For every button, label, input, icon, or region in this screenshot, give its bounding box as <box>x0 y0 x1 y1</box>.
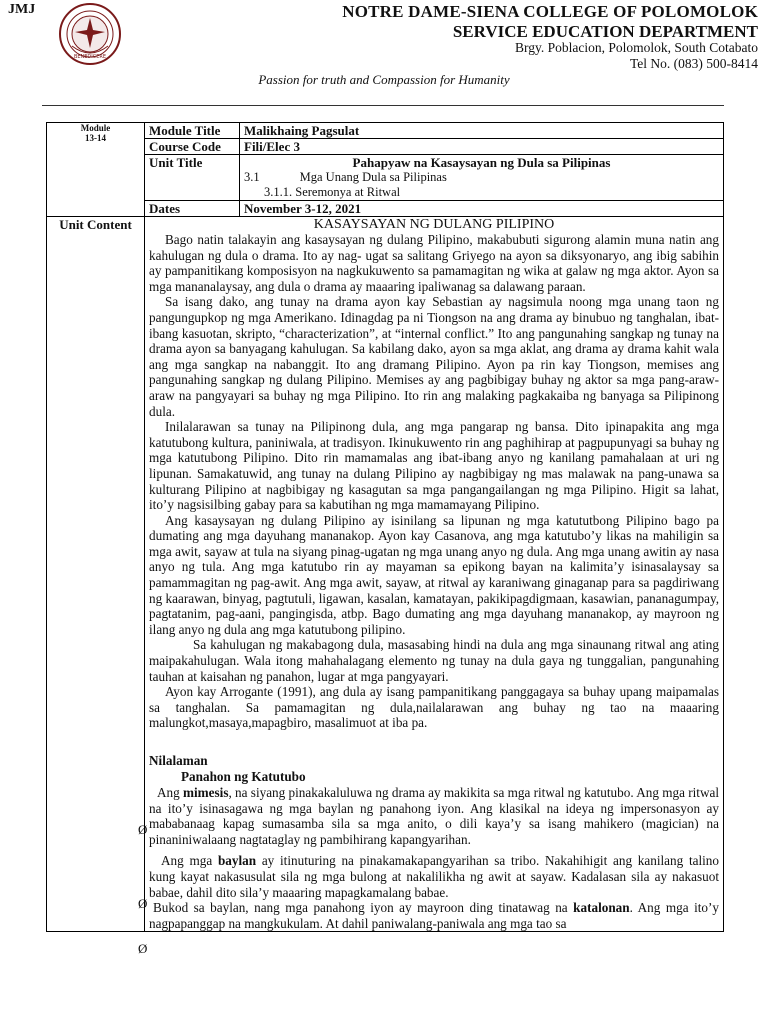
module-table <box>46 122 724 932</box>
dates-label: Dates <box>145 201 240 217</box>
course-code-row <box>47 139 724 155</box>
content-paragraph: Ang kasaysayan ng dulang Pilipino ay isinilang sa lipunan ng mga katututbong Pilipino bago pa dumating ang mga dayuhang mananakop. Ayon kay Casanova, ang mga katutubo’y likas na mahiligin sa mga awit, sayaw at tula na siyang pinag-ugatan ng mga unang anyo ng dula. Ang mga unang awitin ay nasa anyo ng tula. Ang mga katutubo rin ay mayaman sa epikong bayan na kalimita’y isinasalaysay sa pamammagitan ng pag-awit. Ang mga awit, sayaw, at ritwal ay karaniwang ginaganap para sa pagdiriwang ng kaarawan, binyag, pagtutuli, ligawan, kasalan, kamatayan, pakikipagdigmaan, kasawian, pananagumpay, pagtatanim, pag-aani, pangingisda, atbp. Bago dumating ang mga dayuhang mananakop, ay mayroon ng ilang anyo ng dula ang mga katutubong pilipino. <box>149 512 719 637</box>
unit-subtopic-1 <box>244 170 719 185</box>
course-code-label: Course Code <box>145 139 240 155</box>
unit-title-label: Unit Title <box>145 155 240 201</box>
course-code-value: Fili/Elec 3 <box>240 139 724 155</box>
unit-subtopic-2: 3.1.1. Seremonya at Ritwal <box>264 185 401 199</box>
content-paragraph: Sa kahulugan ng makabagong dula, masasabing hindi na dula ang mga sinaunang ritwal ang ating maipakahulugan. Wala itong mahahalagang elemento ng tunay na dula gaya ng tunggalian, pangunahing tauhan at kaisahan ng panahon, lugar at mga pangyayari. <box>149 637 719 684</box>
unit-subtopic-1-number: 3.1 <box>244 170 260 184</box>
bullet-keyword: katalonan <box>573 900 630 916</box>
bullet-paragraph-mimesis <box>149 785 719 847</box>
bullet-paragraph-katalonan <box>149 900 719 931</box>
unit-content-row <box>47 217 724 932</box>
bullet-text-post: . Ang mga ito’y nagpapanggap na mangkukulam. At dahil paniwalang-paniwala ang mga tao sa <box>149 900 719 931</box>
unit-title-row <box>47 155 724 201</box>
department-name: SERVICE EDUCATION DEPARTMENT <box>452 22 758 41</box>
content-paragraph: Inilalarawan sa tunay na Pilipinong dula, ang mga pangarap ng bansa. Dito ipinapakita ang mga katutubong kultura, paniniwala, at tradisyon. Ikinukuwento rin ang paghihirap at pagpupunyagi sa buhay ng mga katutubong Pilipino. Dito rin mamamalas ang ibat-ibang anyo ng kanilang pamahalaan at uri ng lipunan. Samakatuwid, ang tunay na dulang Pilipino ay nagbibigay ng mas malawak na pang-unawa sa kulturang Pilipino at nagbibigay ng kasagutan sa mga pangangailangan ng mga Pilipino. Higit sa lahat, ito’y nagsisilbing gabay para sa kabutihan ng mga mamamayang Pilipino. <box>149 419 719 513</box>
school-name: NOTRE DAME-SIENA COLLEGE OF POLOMOLOK <box>342 2 758 21</box>
module-number-cell <box>47 123 145 217</box>
content-paragraph: Bago natin talakayin ang kasaysayan ng dulang Pilipino, makabubuti sigurong alamin muna natin ang kahulugan ng dula o drama. Ito ay nag- ugat sa salitang Griyego na ayon sa diksyonaryo, ang ibig sabihin ay pampanitikang komposisyon na nagkukuwento sa pamamagitan ng wika at galaw ng mga aktor. Ayon sa mga mananalaysay, ang dula o drama ay maaaring ipaliwanag sa dalawang paraan. <box>149 232 719 294</box>
bullet-keyword: mimesis <box>183 785 229 800</box>
content-paragraph: Ayon kay Arrogante (1991), ang dula ay isang pampanitikang panggagaya sa buhay upang maipamalas sa tanghalan. Sa pamamagitan ng dula,nailalarawan ang buhay ng tao na maaaring malungkot,masaya,mapagbiro, masalimuot at iba pa. <box>149 684 719 731</box>
dates-value: November 3-12, 2021 <box>240 201 724 217</box>
jmj-label: JMJ <box>8 2 36 17</box>
content-heading: KASAYSAYAN NG DULANG PILIPINO <box>313 217 555 232</box>
module-number: 13-14 <box>85 133 106 143</box>
bullet-keyword: baylan <box>217 853 257 869</box>
bullet-text-pre: Ang mga <box>161 853 218 869</box>
module-title-row <box>47 123 724 139</box>
school-address: Brgy. Poblacion, Polomolok, South Cotabato <box>514 40 758 55</box>
bullet-paragraph-baylan <box>149 853 719 900</box>
school-motto: Passion for truth and Compassion for Humanity <box>258 72 510 87</box>
content-paragraph: Sa isang dako, ang tunay na drama ayon kay Sebastian ay nagsimula noong mga unang taon ng pangungupkop ng mga Amerikano. Idinagdag pa ni Tiongson na ang drama ay binubuo ng tanghalan, ibat-ibang kasuotan, skripto, “characterization”, at “internal conflict.” Ito ang pangunahing sangkap ng tunay na drama ayon sa banyagang kahulugan. Sa kabilang dako, ayon sa mga aklat, ang drama ay drama kahit wala ang mga sangkap na nabanggit. Ito ang dramang Pilipino. Ayon pa rin kay Tiongson, memises ang pangunahing sangkap ng dulang Pilipino. Memises ay ang pagbibigay buhay ng aktor sa mga pang-araw-araw na pangyayari sa buhay ng mga Pilipino. Ito rin ang malaking pagkakaiba ng banyaga sa Pilipinong dula. <box>149 294 719 419</box>
bullet-text-pre: Bukod sa baylan, nang mga panahong iyon ay mayroon ding tinatawag na <box>153 900 574 916</box>
bullet-symbol: Ø <box>138 941 148 956</box>
unit-title-value: Pahapyaw na Kasaysayan ng Dula sa Pilipinas <box>352 155 611 170</box>
dates-row <box>47 201 724 217</box>
college-seal-logo <box>58 2 122 66</box>
module-label: Module <box>80 123 111 133</box>
panahon-subheading: Panahon ng Katutubo <box>181 769 306 784</box>
unit-content-cell <box>145 217 724 932</box>
unit-content-label: Unit Content <box>47 217 145 932</box>
nilalaman-heading: Nilalaman <box>149 753 208 768</box>
school-telephone: Tel No. (083) 500-8414 <box>629 56 758 71</box>
bullet-text-pre: Ang <box>157 785 184 800</box>
bullet-symbol: Ø <box>138 822 148 837</box>
bullet-symbol: Ø <box>138 896 148 911</box>
header-divider <box>42 105 724 106</box>
unit-title-cell <box>240 155 724 201</box>
module-title-label: Module Title <box>145 123 240 139</box>
svg-text:BENEDICERE: BENEDICERE <box>73 54 107 60</box>
unit-subtopic-1-title: Mga Unang Dula sa Pilipinas <box>299 170 447 184</box>
module-title-value: Malikhaing Pagsulat <box>240 123 724 139</box>
bullet-text-post: , na siyang pinakakaluluwa ng drama ay makikita sa mga ritwal ng katutubo. Ang mga ritwal na ito’y isinasagawa ng mga baylan ng panahong iyon. Ang klasikal na ideya ng impersonasyon ay mababanaag kapag sumasamba sila sa mga anito, o dili kaya’y sa isang mahikero (magician) na pinaniniwalaang nagtataglay ng pambihirang kapangyarihan. <box>149 785 719 847</box>
bullet-text-post: ay itinuturing na pinakamakapangyarihan sa tribo. Nakahihigit ang kanilang talino kung kayat nakasusulat sila ng mga bulong at nakalilikha ng awit at sayaw. Kadalasan sila ay nakasuot babae, dahil dito sila’y maaaring mapagkamalang babae. <box>149 853 719 900</box>
